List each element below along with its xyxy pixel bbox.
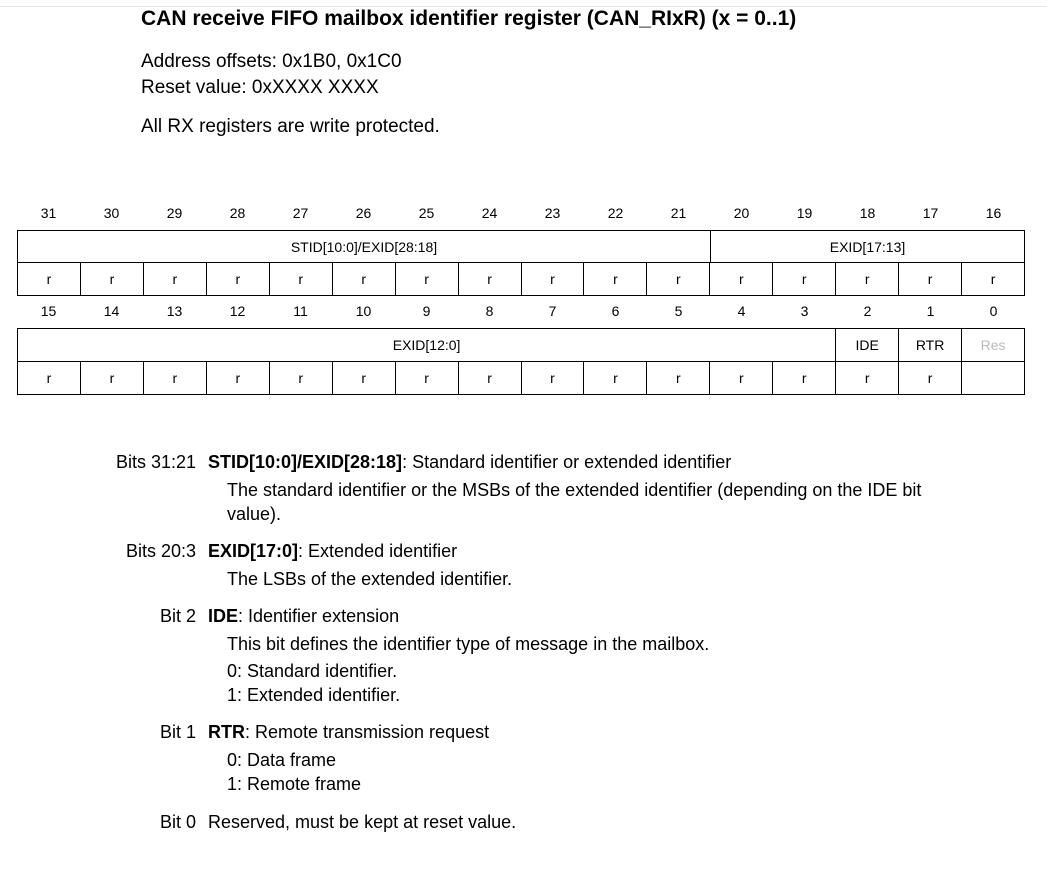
- bit-number: 5: [674, 303, 683, 319]
- bit-number: 8: [485, 303, 494, 319]
- access-cell: r: [521, 262, 585, 296]
- access-cell: r: [772, 262, 836, 296]
- field-name: IDE: [208, 606, 239, 626]
- field-description-line: This bit defines the identifier type of message in the mailbox.: [227, 634, 710, 654]
- lower-field-row: [17, 328, 1025, 362]
- bit-number: 30: [103, 205, 120, 221]
- address-offsets: Address offsets: 0x1B0, 0x1C0: [141, 51, 402, 72]
- bit-number: 19: [796, 205, 813, 221]
- access-cell: r: [458, 361, 522, 395]
- access-cell: r: [521, 361, 585, 395]
- field-rtr: RTR: [898, 328, 962, 362]
- access-cell: r: [898, 361, 962, 395]
- bit-number: 2: [863, 303, 872, 319]
- access-cell: r: [17, 262, 81, 296]
- field-heading: [208, 452, 731, 473]
- bit-number: 26: [355, 205, 372, 221]
- field-heading: [208, 541, 457, 562]
- lower-bit-numbers: [17, 300, 1025, 322]
- field-summary: : Remote transmission request: [245, 722, 490, 742]
- bit-number: 16: [985, 205, 1002, 221]
- field-summary: : Standard identifier or extended identifier: [402, 452, 732, 472]
- access-cell: r: [709, 361, 773, 395]
- access-cell: r: [206, 361, 270, 395]
- bit-number: 18: [859, 205, 876, 221]
- access-cell: r: [583, 262, 647, 296]
- access-cell: r: [961, 262, 1025, 296]
- field-reserved: Res: [961, 328, 1025, 362]
- bit-number: 10: [355, 303, 372, 319]
- field-label: Bits 31:21: [115, 452, 196, 472]
- field-description-line: 1: Extended identifier.: [227, 685, 401, 705]
- bit-number: 23: [544, 205, 561, 221]
- field-ide: IDE: [835, 328, 899, 362]
- field-description-line: 0: Standard identifier.: [227, 661, 398, 681]
- field-exid-12-0: EXID[12:0]: [17, 328, 836, 362]
- bit-number: 24: [481, 205, 498, 221]
- field-summary: Reserved, must be kept at reset value.: [208, 812, 517, 832]
- field-heading: [208, 606, 399, 627]
- register-title: CAN receive FIFO mailbox identifier register (CAN_RIxR) (x = 0..1): [141, 7, 797, 30]
- field-name: STID[10:0]/EXID[28:18]: [208, 452, 403, 472]
- bit-number: 9: [422, 303, 431, 319]
- bit-number: 11: [293, 303, 308, 319]
- access-cell: r: [332, 361, 396, 395]
- field-name: EXID[17:0]: [208, 541, 299, 561]
- access-cell: r: [17, 361, 81, 395]
- access-cell: r: [395, 262, 459, 296]
- field-summary: : Identifier extension: [238, 606, 400, 626]
- access-cell: r: [80, 361, 144, 395]
- bit-number: 13: [166, 303, 183, 319]
- field-description-line: The LSBs of the extended identifier.: [227, 569, 513, 589]
- access-cell: r: [772, 361, 836, 395]
- reset-value: Reset value: 0xXXXX XXXX: [141, 77, 379, 98]
- bit-number: 22: [607, 205, 624, 221]
- upper-bit-numbers: [17, 202, 1025, 224]
- bit-number: 1: [926, 303, 935, 319]
- bit-number: 3: [800, 303, 809, 319]
- upper-access-row: [17, 262, 1025, 296]
- bit-number: 29: [166, 205, 183, 221]
- access-cell: r: [458, 262, 522, 296]
- field-name: RTR: [208, 722, 245, 742]
- access-cell: [961, 361, 1025, 395]
- bit-number: 7: [548, 303, 557, 319]
- access-cell: r: [206, 262, 270, 296]
- bit-number: 4: [737, 303, 746, 319]
- access-cell: r: [332, 262, 396, 296]
- field-label: Bits 20:3: [125, 541, 196, 561]
- field-label: Bit 2: [159, 606, 196, 626]
- access-cell: r: [583, 361, 647, 395]
- access-cell: r: [646, 361, 710, 395]
- access-cell: r: [835, 262, 899, 296]
- field-description-line: 0: Data frame: [227, 750, 337, 770]
- access-cell: r: [395, 361, 459, 395]
- lower-access-row: [17, 361, 1025, 395]
- access-cell: r: [143, 262, 207, 296]
- access-cell: r: [835, 361, 899, 395]
- bit-number: 28: [229, 205, 246, 221]
- access-cell: r: [709, 262, 773, 296]
- field-label: Bit 1: [159, 722, 196, 742]
- bit-number: 21: [670, 205, 687, 221]
- bit-number: 6: [611, 303, 620, 319]
- window-top-edge: [0, 0, 1047, 7]
- bit-number: 15: [40, 303, 57, 319]
- field-exid-17-13: EXID[17:13]: [710, 230, 1025, 263]
- field-label: Bit 0: [159, 812, 196, 832]
- field-description-line: value).: [227, 504, 282, 524]
- field-stid-exid: STID[10:0]/EXID[28:18]: [17, 230, 711, 263]
- access-cell: r: [269, 361, 333, 395]
- field-heading: [208, 722, 489, 743]
- bit-number: 25: [418, 205, 435, 221]
- bit-number: 17: [922, 205, 939, 221]
- access-cell: r: [898, 262, 962, 296]
- bit-number: 27: [292, 205, 309, 221]
- field-summary: : Extended identifier: [298, 541, 458, 561]
- access-cell: r: [269, 262, 333, 296]
- bit-number: 20: [733, 205, 750, 221]
- access-cell: r: [143, 361, 207, 395]
- access-cell: r: [80, 262, 144, 296]
- field-description-line: 1: Remote frame: [227, 774, 362, 794]
- bit-number: 31: [40, 205, 57, 221]
- upper-field-row: [17, 230, 1025, 263]
- bit-number: 14: [103, 303, 120, 319]
- write-protect-note: All RX registers are write protected.: [141, 116, 440, 137]
- access-cell: r: [646, 262, 710, 296]
- bit-number: 0: [989, 303, 998, 319]
- field-description-line: The standard identifier or the MSBs of the extended identifier (depending on the IDE bit: [227, 480, 922, 500]
- bit-number: 12: [229, 303, 246, 319]
